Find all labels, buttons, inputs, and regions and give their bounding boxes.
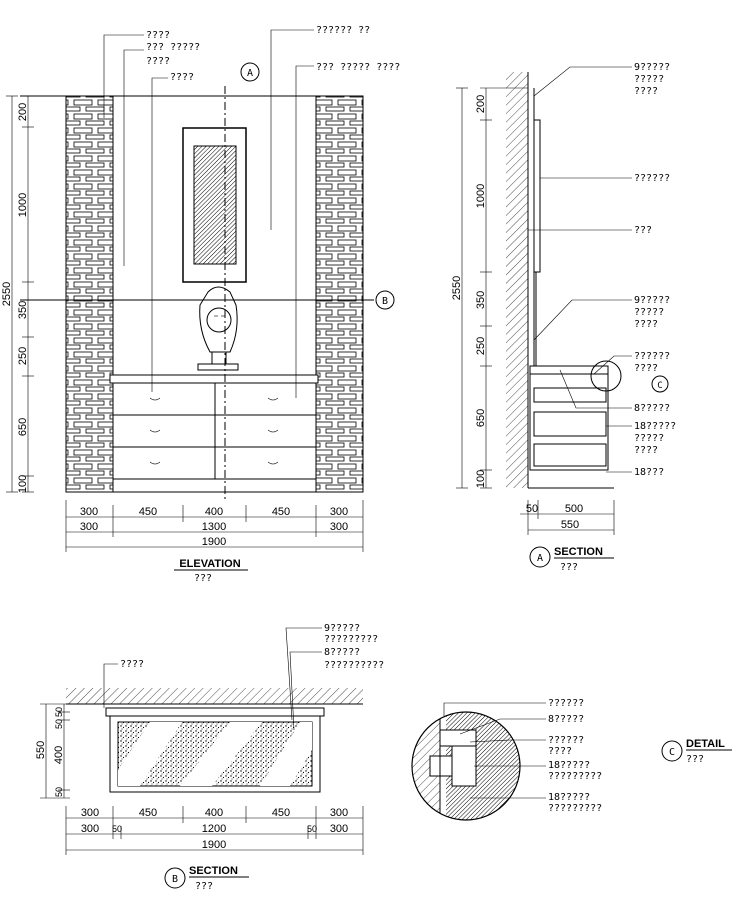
- dim-label: 350: [475, 290, 487, 310]
- callout-label: 18?????: [548, 760, 591, 771]
- callout-label: ????: [634, 363, 659, 374]
- dim-label: 300: [329, 521, 349, 533]
- elevation-vertical-dimensions: [1, 96, 34, 493]
- dim-label: 200: [475, 94, 487, 114]
- dim-label: 100: [17, 474, 29, 494]
- section-a-callouts: [634, 62, 676, 478]
- dim-total-label: 2550: [451, 275, 463, 301]
- elevation-subtitle: ???: [193, 573, 213, 584]
- callout-label: ??????????: [324, 660, 385, 671]
- section-b-view: [66, 623, 384, 792]
- callout-label: ??? ????? ????: [316, 62, 401, 73]
- wall-hatch: [506, 72, 528, 488]
- callout-label: ????: [548, 746, 573, 757]
- dim-label: 500: [564, 503, 584, 515]
- dim-label: 450: [271, 506, 291, 518]
- dim-label: 1000: [475, 183, 487, 209]
- dim-label: 350: [17, 300, 29, 320]
- dim-label: 250: [475, 336, 487, 356]
- section-b-title: SECTION: [189, 865, 238, 877]
- callout-label: 18?????: [634, 421, 677, 432]
- callout-label: ????: [146, 30, 171, 41]
- callout-label: 8?????: [634, 403, 671, 414]
- dim-total-label: 550: [35, 740, 47, 760]
- dim-total-label: 550: [560, 519, 580, 531]
- dim-label: 50: [306, 824, 318, 834]
- dim-total-label: 2550: [1, 281, 13, 307]
- dim-label: 50: [54, 786, 64, 798]
- dim-label: 650: [475, 408, 487, 428]
- callout-label: ?????: [634, 433, 665, 444]
- elevation-horizontal-dimensions: [66, 500, 363, 552]
- dim-label: 50: [54, 706, 64, 718]
- dim-label: 300: [329, 823, 349, 835]
- section-b-subtitle: ???: [195, 881, 214, 892]
- dim-label: 300: [79, 506, 99, 518]
- dim-total-label: 1900: [201, 536, 227, 548]
- callout-label: ????: [120, 659, 145, 670]
- callout-label: ??? ?????: [146, 42, 201, 53]
- callout-label: ????: [634, 86, 659, 97]
- left-brick-pier: [66, 96, 113, 492]
- callout-label: 18???: [634, 467, 665, 478]
- callout-label: ????: [170, 72, 195, 83]
- callout-label: ????: [634, 319, 659, 330]
- detail-c-callouts: [548, 698, 602, 814]
- callout-label: ???: [634, 225, 653, 236]
- dim-label: 300: [79, 521, 99, 533]
- wall-hatch: [66, 688, 363, 704]
- dim-label: 100: [475, 469, 487, 489]
- section-a-marker-label: A: [246, 68, 254, 79]
- dim-total-label: 1900: [201, 839, 227, 851]
- callout-label: 18?????: [548, 792, 591, 803]
- callout-label: ????: [146, 56, 171, 67]
- dim-label: 50: [525, 503, 539, 515]
- callout-label: ????: [634, 445, 659, 456]
- callout-label: ?????: [634, 307, 665, 318]
- dim-label: 300: [80, 823, 100, 835]
- dim-label: 50: [111, 824, 123, 834]
- callout-label: ??????: [634, 351, 671, 362]
- callout-label: ?????????: [324, 634, 379, 645]
- callout-label: ??????: [548, 698, 585, 709]
- dim-label: 1000: [17, 192, 29, 218]
- callout-label: 8?????: [324, 647, 361, 658]
- section-b-marker-label: B: [381, 296, 389, 307]
- sideboard-cabinet: [110, 375, 318, 492]
- dim-label: 400: [204, 807, 224, 819]
- detail-subtitle: ???: [686, 754, 705, 765]
- section-b-callouts: [120, 623, 384, 671]
- detail-c-view: [412, 698, 602, 820]
- callout-label: 9?????: [324, 623, 361, 634]
- section-a-title-marker-label: A: [536, 553, 544, 564]
- dim-label: 300: [80, 807, 100, 819]
- right-brick-pier: [316, 96, 363, 492]
- carved-panel: [194, 146, 236, 264]
- dim-label: 250: [17, 346, 29, 366]
- dim-label: 300: [329, 506, 349, 518]
- section-b-title-marker-label: B: [171, 874, 179, 885]
- dim-label: 300: [329, 807, 349, 819]
- callout-label: ??????: [548, 735, 585, 746]
- callout-label: ??????: [634, 173, 671, 184]
- detail-title: DETAIL: [686, 738, 725, 750]
- callout-label: 9?????: [634, 295, 671, 306]
- dim-label: 450: [138, 807, 158, 819]
- dim-label: 1200: [201, 823, 227, 835]
- buddha-sculpture: [198, 287, 238, 370]
- callout-label: 8?????: [548, 714, 585, 725]
- callout-label: ?????????: [548, 771, 603, 782]
- section-a-title: SECTION: [554, 546, 603, 558]
- callout-label: ?????????: [548, 803, 603, 814]
- callout-label: ?????: [634, 74, 665, 85]
- section-a-subtitle: ???: [560, 562, 579, 573]
- elevation-view: [20, 25, 400, 500]
- dim-label: 1300: [201, 521, 227, 533]
- dim-label: 450: [271, 807, 291, 819]
- section-a-horizontal-dimensions: [520, 500, 614, 535]
- dim-label: 400: [53, 745, 65, 765]
- section-b-vertical-dimensions: [35, 704, 70, 798]
- dim-label: 450: [138, 506, 158, 518]
- callout-label: ?????? ??: [316, 25, 371, 36]
- dim-label: 50: [54, 718, 64, 730]
- section-b-horizontal-dimensions: [66, 806, 363, 855]
- section-a-view: [506, 62, 676, 488]
- callout-label: 9?????: [634, 62, 671, 73]
- detail-title-marker-label: C: [668, 747, 676, 758]
- dim-label: 650: [17, 417, 29, 437]
- detail-c-marker-label: C: [657, 381, 663, 391]
- dim-label: 400: [204, 506, 224, 518]
- dim-label: 200: [17, 102, 29, 122]
- elevation-title: ELEVATION: [179, 558, 241, 570]
